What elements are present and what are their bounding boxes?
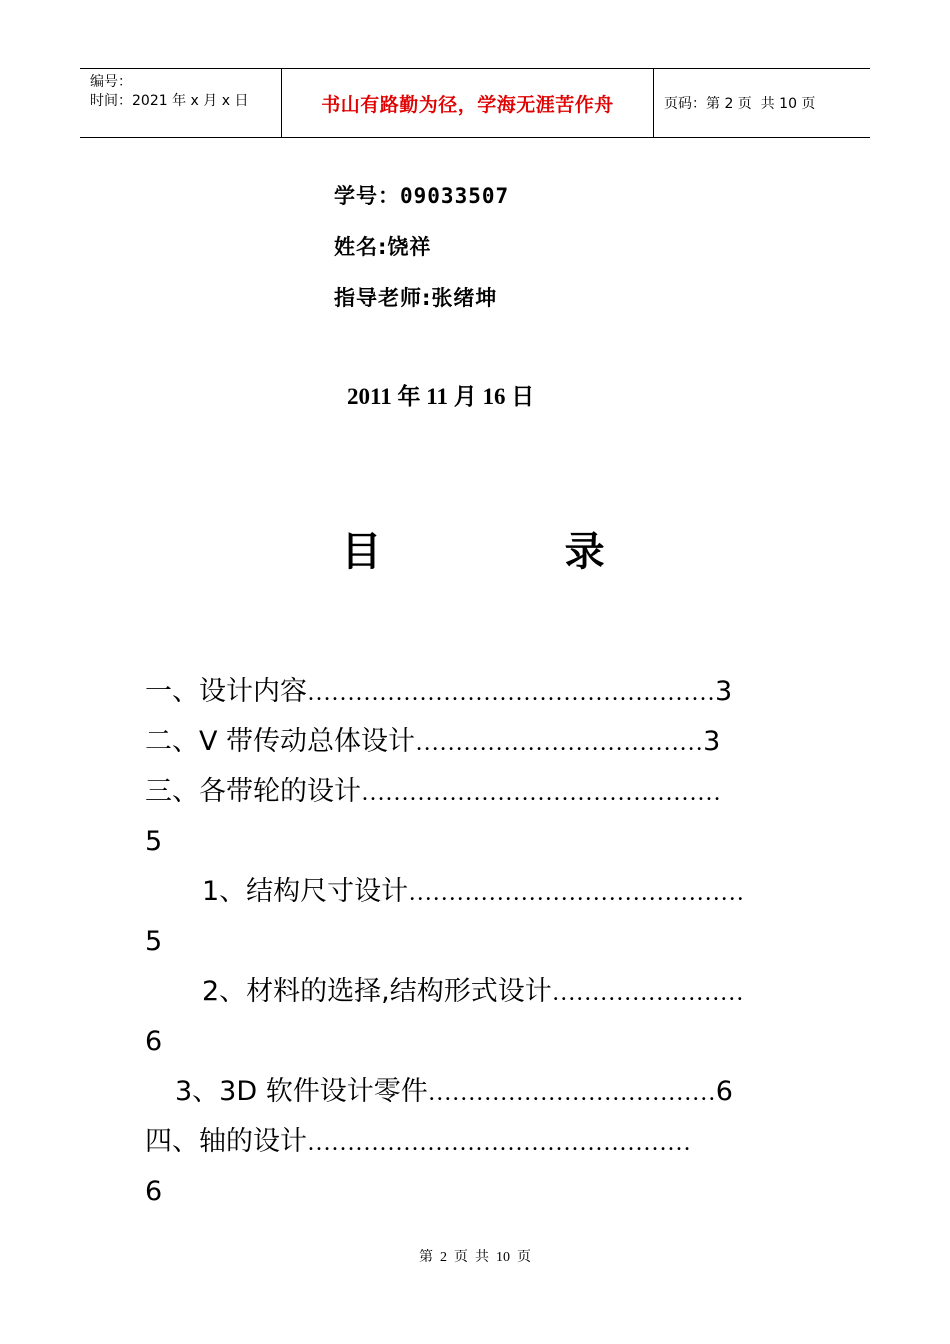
name-label: 姓名: [334,235,388,259]
toc-entry [145,776,721,809]
header-page-info: 页码：第 2 页 共 10 页 [664,96,816,112]
toc-entry [202,876,744,909]
toc-entry-text: 二、V 带传动总体设计 [145,726,416,757]
document-date: 2011 年 11 月 16 日 [347,384,535,409]
toc-entry-text: 一、设计内容 [145,676,307,707]
student-id-line [334,180,509,210]
advisor-label: 指导老师: [334,286,432,310]
toc-title: 目 录 [341,529,609,575]
toc-entry-page: 6 [715,1076,733,1107]
toc-entry-text: 四、轴的设计 [145,1126,307,1157]
toc-entry-dots: ……………………………… [415,730,704,756]
number-label: 编号： [90,74,132,90]
header-motto-cell [282,69,654,137]
toc-entry-text: 3、3D 软件设计零件 [175,1076,428,1107]
toc-entry-page: 5 [145,826,163,857]
toc-entry-page: 3 [703,726,721,757]
toc-entry-dots: ……………………………… [427,1080,716,1106]
toc-entry-text: 2、材料的选择,结构形式设计 [202,976,552,1007]
toc-entry-dots: …………………… [551,980,744,1006]
toc-entry [202,976,744,1009]
student-id-label: 学号： [334,184,400,208]
time-label: 时间：2021 年 x 月 x 日 [90,93,249,109]
toc-entry-text: 三、各带轮的设计 [145,776,361,807]
advisor-value: 张绪坤 [431,286,498,310]
toc-entry [145,726,720,759]
toc-entry-page: 5 [145,926,163,957]
toc-entry-page: 3 [715,676,733,707]
toc-entry-dots: …………………………………… [408,880,745,906]
toc-entry [145,676,732,709]
toc-entry-page: 6 [145,1176,163,1207]
page-footer: 第 2 页 共 10 页 [419,1250,531,1265]
advisor-line [334,282,497,312]
toc-entry-text: 1、结构尺寸设计 [202,876,409,907]
name-value: 饶祥 [387,235,432,259]
toc-entry [175,1076,733,1109]
student-id-value: 09033507 [400,184,510,208]
toc-entry-dots: ………………………………………… [307,1130,691,1156]
motto-text: 书山有路勤为径，学海无涯苦作舟 [321,93,614,116]
toc-entry-dots: ……………………………………… [361,780,721,806]
name-line [334,231,431,261]
header-left-cell [80,69,282,137]
toc-entry [145,1126,691,1159]
toc-entry-page: 6 [145,1026,163,1057]
toc-entry-dots: …………………………………………… [307,680,715,706]
page-header [80,68,870,138]
